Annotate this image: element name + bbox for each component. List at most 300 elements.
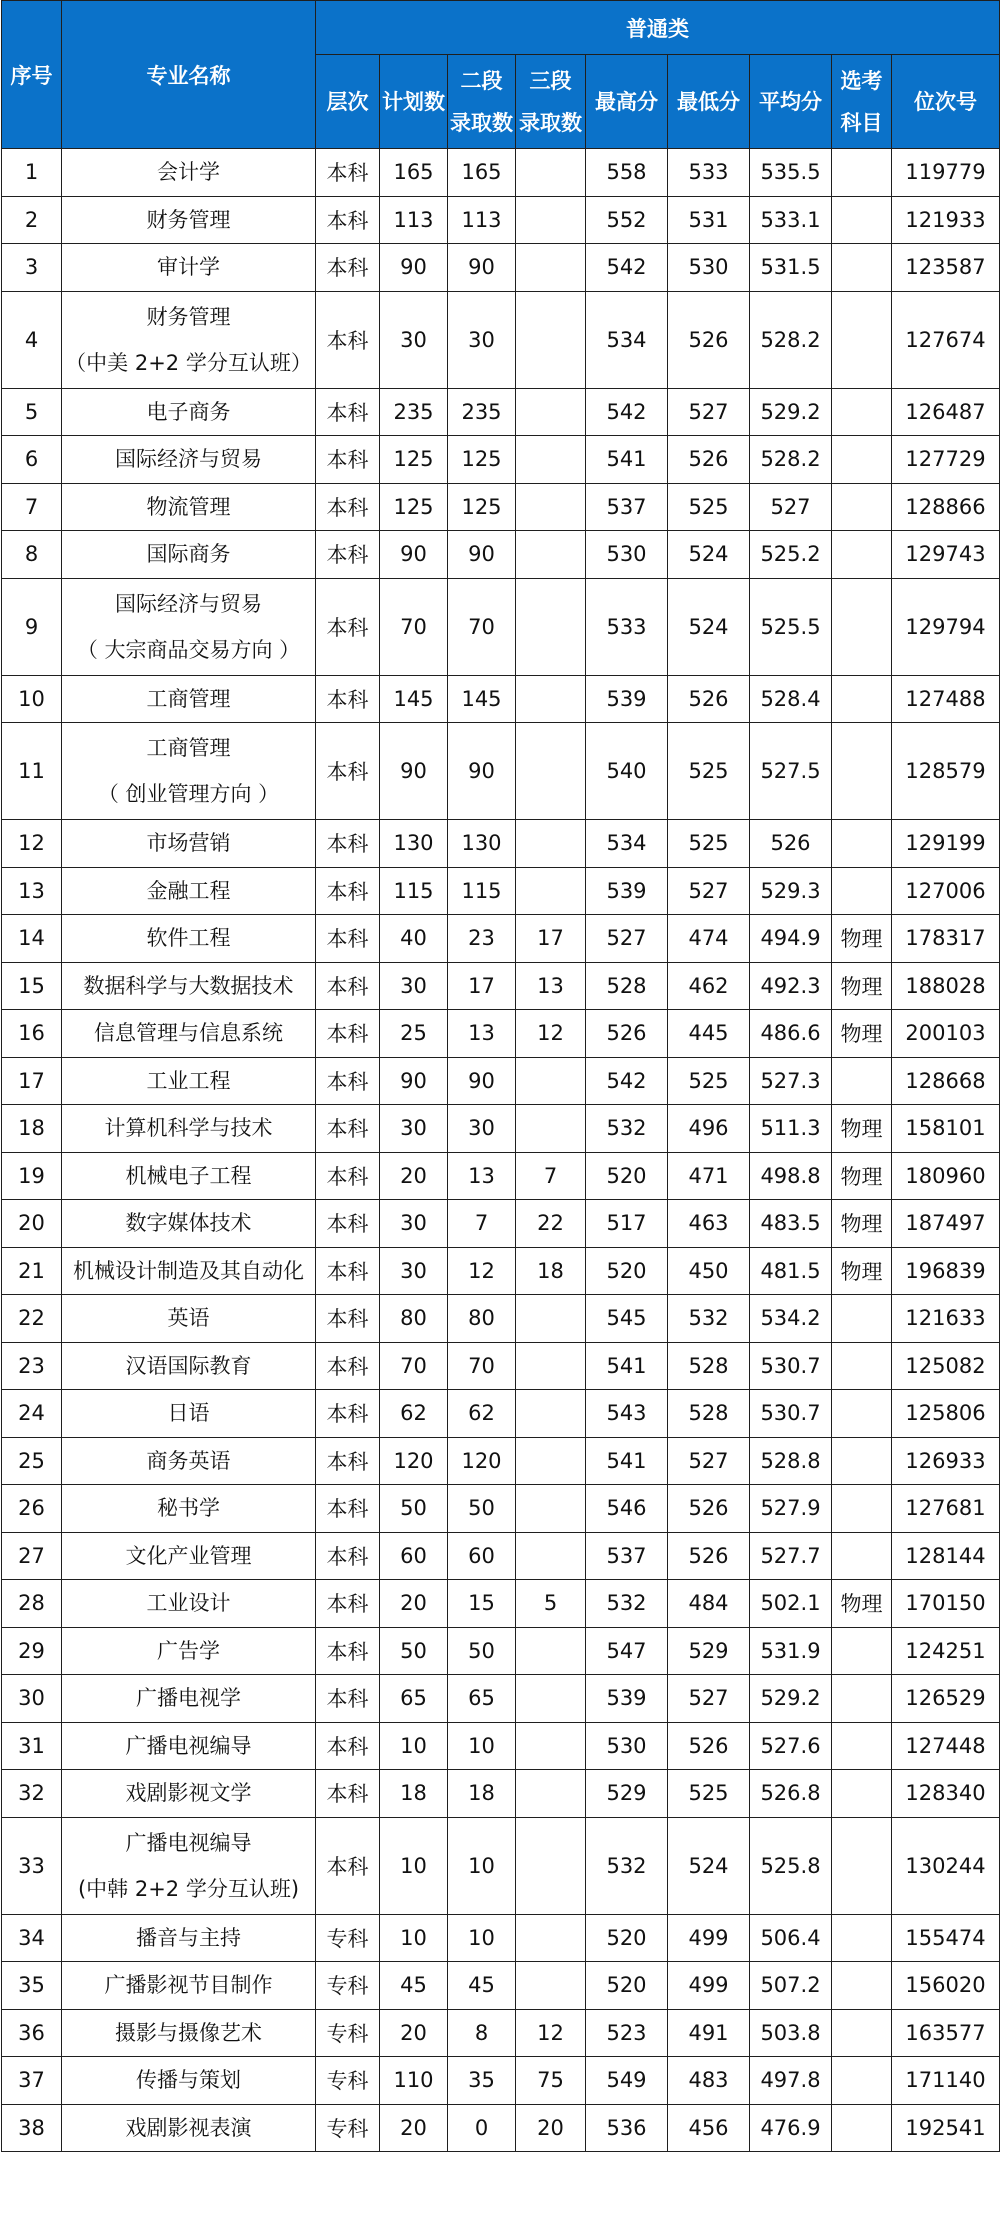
avg-score-cell: 525.8 <box>750 1817 832 1914</box>
plan-count-cell: 90 <box>380 531 448 579</box>
level-cell: 本科 <box>316 1390 380 1438</box>
seq-cell: 28 <box>2 1580 62 1628</box>
rank-cell: 127488 <box>892 675 1000 723</box>
elective-subject-cell <box>832 1675 892 1723</box>
level-cell: 本科 <box>316 723 380 820</box>
level-cell: 本科 <box>316 1817 380 1914</box>
min-score-cell: 527 <box>668 388 750 436</box>
rank-cell: 158101 <box>892 1105 1000 1153</box>
max-score-cell: 530 <box>586 1722 668 1770</box>
elective-subject-cell: 物理 <box>832 962 892 1010</box>
max-score-cell: 527 <box>586 915 668 963</box>
seq-cell: 8 <box>2 531 62 579</box>
stage2-admitted-cell: 90 <box>448 531 516 579</box>
seq-cell: 33 <box>2 1817 62 1914</box>
max-score-cell: 526 <box>586 1010 668 1058</box>
plan-count-cell: 30 <box>380 1105 448 1153</box>
seq-cell: 16 <box>2 1010 62 1058</box>
major-name-cell <box>62 1010 316 1058</box>
stage2-admitted-cell: 23 <box>448 915 516 963</box>
rank-cell: 196839 <box>892 1247 1000 1295</box>
rank-cell: 129743 <box>892 531 1000 579</box>
stage2-admitted-cell: 30 <box>448 1105 516 1153</box>
level-cell: 本科 <box>316 1295 380 1343</box>
max-score-cell: 520 <box>586 1247 668 1295</box>
table-row <box>2 2009 1000 2057</box>
table-row <box>2 1247 1000 1295</box>
major-name-line: （中美 2+2 学分互认班） <box>65 350 312 375</box>
table-row <box>2 2104 1000 2152</box>
major-name-line: 广播电视学 <box>136 1686 241 1711</box>
major-name-line: 国际经济与贸易 <box>115 591 262 616</box>
plan-count-cell: 30 <box>380 1200 448 1248</box>
plan-count-cell: 62 <box>380 1390 448 1438</box>
level-cell: 本科 <box>316 1200 380 1248</box>
header-group: 普通类 <box>316 1 1000 55</box>
plan-count-cell: 10 <box>380 1722 448 1770</box>
seq-cell: 2 <box>2 196 62 244</box>
seq-cell: 22 <box>2 1295 62 1343</box>
stage2-admitted-cell: 50 <box>448 1485 516 1533</box>
max-score-cell: 543 <box>586 1390 668 1438</box>
level-cell: 本科 <box>316 1532 380 1580</box>
plan-count-cell: 30 <box>380 1247 448 1295</box>
major-name-line: 广告学 <box>157 1638 220 1663</box>
stage3-admitted-cell: 5 <box>516 1580 586 1628</box>
major-name-cell <box>62 2104 316 2152</box>
avg-score-cell: 526.8 <box>750 1770 832 1818</box>
major-name-line: 数据科学与大数据技术 <box>83 973 294 998</box>
stage2-admitted-cell: 62 <box>448 1390 516 1438</box>
seq-cell: 5 <box>2 388 62 436</box>
rank-cell: 188028 <box>892 962 1000 1010</box>
stage3-admitted-cell: 22 <box>516 1200 586 1248</box>
major-name-line: 传播与策划 <box>136 2068 241 2093</box>
max-score-cell: 541 <box>586 436 668 484</box>
max-score-cell: 542 <box>586 1057 668 1105</box>
stage3-admitted-cell <box>516 149 586 197</box>
rank-cell: 180960 <box>892 1152 1000 1200</box>
min-score-cell: 499 <box>668 1962 750 2010</box>
avg-score-cell: 535.5 <box>750 149 832 197</box>
table-row <box>2 1532 1000 1580</box>
avg-score-cell: 481.5 <box>750 1247 832 1295</box>
elective-subject-cell <box>832 149 892 197</box>
elective-subject-cell <box>832 578 892 675</box>
seq-cell: 25 <box>2 1437 62 1485</box>
rank-cell: 128340 <box>892 1770 1000 1818</box>
stage3-admitted-cell <box>516 196 586 244</box>
major-name-line: 国际商务 <box>146 542 231 567</box>
major-name-line: 秘书学 <box>157 1496 220 1521</box>
level-cell: 本科 <box>316 436 380 484</box>
stage2-admitted-cell: 13 <box>448 1152 516 1200</box>
plan-count-cell: 90 <box>380 1057 448 1105</box>
elective-subject-cell <box>832 820 892 868</box>
plan-count-cell: 30 <box>380 962 448 1010</box>
major-name-cell <box>62 1722 316 1770</box>
rank-cell: 126487 <box>892 388 1000 436</box>
table-row <box>2 1675 1000 1723</box>
header-plan: 计划数 <box>380 55 448 149</box>
header-rank: 位次号 <box>892 55 1000 149</box>
min-score-cell: 524 <box>668 531 750 579</box>
table-row <box>2 436 1000 484</box>
min-score-cell: 532 <box>668 1295 750 1343</box>
stage3-admitted-cell <box>516 1675 586 1723</box>
seq-cell: 10 <box>2 675 62 723</box>
seq-cell: 4 <box>2 291 62 388</box>
elective-subject-cell <box>832 291 892 388</box>
elective-subject-cell: 物理 <box>832 1247 892 1295</box>
major-name-cell <box>62 388 316 436</box>
level-cell: 本科 <box>316 1675 380 1723</box>
table-row <box>2 1342 1000 1390</box>
stage3-admitted-cell <box>516 723 586 820</box>
avg-score-cell: 497.8 <box>750 2057 832 2105</box>
max-score-cell: 533 <box>586 578 668 675</box>
rank-cell: 126933 <box>892 1437 1000 1485</box>
rank-cell: 178317 <box>892 915 1000 963</box>
table-row <box>2 820 1000 868</box>
max-score-cell: 530 <box>586 531 668 579</box>
avg-score-cell: 527.3 <box>750 1057 832 1105</box>
elective-subject-cell: 物理 <box>832 1010 892 1058</box>
stage3-admitted-cell <box>516 1817 586 1914</box>
table-row <box>2 962 1000 1010</box>
major-name-cell <box>62 578 316 675</box>
plan-count-cell: 65 <box>380 1675 448 1723</box>
major-name-line: 摄影与摄像艺术 <box>115 2020 262 2045</box>
rank-cell: 124251 <box>892 1627 1000 1675</box>
stage2-admitted-cell: 113 <box>448 196 516 244</box>
seq-cell: 35 <box>2 1962 62 2010</box>
stage3-admitted-cell <box>516 1342 586 1390</box>
min-score-cell: 526 <box>668 1485 750 1533</box>
major-name-cell <box>62 483 316 531</box>
min-score-cell: 499 <box>668 1914 750 1962</box>
plan-count-cell: 25 <box>380 1010 448 1058</box>
plan-count-cell: 40 <box>380 915 448 963</box>
stage2-admitted-cell: 8 <box>448 2009 516 2057</box>
stage3-admitted-cell <box>516 1295 586 1343</box>
stage2-admitted-cell: 18 <box>448 1770 516 1818</box>
major-name-cell <box>62 1770 316 1818</box>
stage2-admitted-cell: 30 <box>448 291 516 388</box>
seq-cell: 21 <box>2 1247 62 1295</box>
seq-cell: 18 <box>2 1105 62 1153</box>
plan-count-cell: 130 <box>380 820 448 868</box>
seq-cell: 36 <box>2 2009 62 2057</box>
level-cell: 专科 <box>316 1962 380 2010</box>
avg-score-cell: 528.2 <box>750 436 832 484</box>
min-score-cell: 450 <box>668 1247 750 1295</box>
rank-cell: 125806 <box>892 1390 1000 1438</box>
avg-score-cell: 506.4 <box>750 1914 832 1962</box>
avg-score-cell: 527 <box>750 483 832 531</box>
rank-cell: 127674 <box>892 291 1000 388</box>
plan-count-cell: 10 <box>380 1817 448 1914</box>
min-score-cell: 526 <box>668 1532 750 1580</box>
rank-cell: 126529 <box>892 1675 1000 1723</box>
seq-cell: 1 <box>2 149 62 197</box>
max-score-cell: 529 <box>586 1770 668 1818</box>
rank-cell: 127448 <box>892 1722 1000 1770</box>
elective-subject-cell <box>832 1485 892 1533</box>
elective-subject-cell <box>832 1057 892 1105</box>
major-name-line: 日语 <box>167 1401 210 1426</box>
header-level: 层次 <box>316 55 380 149</box>
major-name-line: 国际经济与贸易 <box>115 447 262 472</box>
table-header <box>2 1 1000 149</box>
rank-cell: 170150 <box>892 1580 1000 1628</box>
major-name-line: 财务管理 <box>146 304 231 329</box>
min-score-cell: 528 <box>668 1342 750 1390</box>
avg-score-cell: 494.9 <box>750 915 832 963</box>
stage3-admitted-cell <box>516 1770 586 1818</box>
min-score-cell: 531 <box>668 196 750 244</box>
level-cell: 本科 <box>316 1627 380 1675</box>
min-score-cell: 462 <box>668 962 750 1010</box>
level-cell: 本科 <box>316 1105 380 1153</box>
seq-cell: 30 <box>2 1675 62 1723</box>
major-name-cell <box>62 915 316 963</box>
rank-cell: 127006 <box>892 867 1000 915</box>
major-name-cell <box>62 1342 316 1390</box>
min-score-cell: 526 <box>668 1722 750 1770</box>
min-score-cell: 496 <box>668 1105 750 1153</box>
stage3-admitted-cell <box>516 675 586 723</box>
elective-subject-cell <box>832 388 892 436</box>
stage3-admitted-cell <box>516 1962 586 2010</box>
avg-score-cell: 531.5 <box>750 244 832 292</box>
avg-score-cell: 531.9 <box>750 1627 832 1675</box>
major-name-line: 计算机科学与技术 <box>104 1116 273 1141</box>
min-score-cell: 527 <box>668 1675 750 1723</box>
major-name-cell <box>62 1057 316 1105</box>
rank-cell: 127729 <box>892 436 1000 484</box>
stage3-admitted-cell <box>516 1057 586 1105</box>
major-name-cell <box>62 1485 316 1533</box>
stage3-admitted-cell: 20 <box>516 2104 586 2152</box>
stage3-admitted-cell: 12 <box>516 2009 586 2057</box>
max-score-cell: 523 <box>586 2009 668 2057</box>
rank-cell: 156020 <box>892 1962 1000 2010</box>
level-cell: 本科 <box>316 196 380 244</box>
avg-score-cell: 528.4 <box>750 675 832 723</box>
major-name-line: 机械设计制造及其自动化 <box>73 1258 304 1283</box>
avg-score-cell: 529.3 <box>750 867 832 915</box>
plan-count-cell: 90 <box>380 244 448 292</box>
rank-cell: 171140 <box>892 2057 1000 2105</box>
max-score-cell: 552 <box>586 196 668 244</box>
rank-cell: 129199 <box>892 820 1000 868</box>
plan-count-cell: 125 <box>380 483 448 531</box>
major-name-cell <box>62 867 316 915</box>
stage3-admitted-cell: 17 <box>516 915 586 963</box>
major-name-cell <box>62 1152 316 1200</box>
table-row <box>2 1817 1000 1914</box>
elective-subject-cell: 物理 <box>832 1152 892 1200</box>
level-cell: 本科 <box>316 578 380 675</box>
stage2-admitted-cell: 235 <box>448 388 516 436</box>
max-score-cell: 539 <box>586 867 668 915</box>
min-score-cell: 445 <box>668 1010 750 1058</box>
stage3-admitted-cell: 12 <box>516 1010 586 1058</box>
major-name-cell <box>62 1295 316 1343</box>
major-name-cell <box>62 1817 316 1914</box>
table-row <box>2 388 1000 436</box>
level-cell: 本科 <box>316 1342 380 1390</box>
plan-count-cell: 165 <box>380 149 448 197</box>
table-row <box>2 867 1000 915</box>
stage2-admitted-cell: 70 <box>448 1342 516 1390</box>
plan-count-cell: 20 <box>380 2104 448 2152</box>
header-subject-line1: 选考 <box>840 68 883 93</box>
table-row <box>2 1105 1000 1153</box>
elective-subject-cell <box>832 1532 892 1580</box>
major-name-cell <box>62 1627 316 1675</box>
min-score-cell: 526 <box>668 291 750 388</box>
plan-count-cell: 110 <box>380 2057 448 2105</box>
stage3-admitted-cell: 13 <box>516 962 586 1010</box>
max-score-cell: 558 <box>586 149 668 197</box>
table-row <box>2 1914 1000 1962</box>
rank-cell: 128579 <box>892 723 1000 820</box>
max-score-cell: 528 <box>586 962 668 1010</box>
seq-cell: 17 <box>2 1057 62 1105</box>
min-score-cell: 525 <box>668 1057 750 1105</box>
stage2-admitted-cell: 125 <box>448 483 516 531</box>
major-name-cell <box>62 1247 316 1295</box>
rank-cell: 163577 <box>892 2009 1000 2057</box>
stage3-admitted-cell <box>516 531 586 579</box>
major-name-cell <box>62 1390 316 1438</box>
rank-cell: 121933 <box>892 196 1000 244</box>
plan-count-cell: 60 <box>380 1532 448 1580</box>
level-cell: 本科 <box>316 244 380 292</box>
max-score-cell: 549 <box>586 2057 668 2105</box>
plan-count-cell: 20 <box>380 1152 448 1200</box>
stage2-admitted-cell: 70 <box>448 578 516 675</box>
admission-score-table <box>1 0 1000 2152</box>
header-avg: 平均分 <box>750 55 832 149</box>
major-name-line: 软件工程 <box>146 926 231 951</box>
seq-cell: 29 <box>2 1627 62 1675</box>
level-cell: 本科 <box>316 1485 380 1533</box>
rank-cell: 200103 <box>892 1010 1000 1058</box>
avg-score-cell: 486.6 <box>750 1010 832 1058</box>
max-score-cell: 540 <box>586 723 668 820</box>
min-score-cell: 483 <box>668 2057 750 2105</box>
header-stage3-line2: 录取数 <box>519 110 582 135</box>
elective-subject-cell <box>832 1722 892 1770</box>
rank-cell: 119779 <box>892 149 1000 197</box>
major-name-cell <box>62 1200 316 1248</box>
avg-score-cell: 529.2 <box>750 388 832 436</box>
level-cell: 本科 <box>316 1437 380 1485</box>
max-score-cell: 537 <box>586 1532 668 1580</box>
seq-cell: 24 <box>2 1390 62 1438</box>
elective-subject-cell <box>832 1627 892 1675</box>
level-cell: 本科 <box>316 915 380 963</box>
stage3-admitted-cell <box>516 1485 586 1533</box>
level-cell: 本科 <box>316 1010 380 1058</box>
seq-cell: 37 <box>2 2057 62 2105</box>
elective-subject-cell <box>832 1914 892 1962</box>
major-name-cell <box>62 291 316 388</box>
level-cell: 本科 <box>316 1722 380 1770</box>
rank-cell: 123587 <box>892 244 1000 292</box>
table-row <box>2 1627 1000 1675</box>
header-stage2-line1: 二段 <box>460 68 503 93</box>
major-name-cell <box>62 149 316 197</box>
major-name-line: 电子商务 <box>146 399 231 424</box>
min-score-cell: 463 <box>668 1200 750 1248</box>
min-score-cell: 533 <box>668 149 750 197</box>
plan-count-cell: 50 <box>380 1627 448 1675</box>
elective-subject-cell <box>832 483 892 531</box>
max-score-cell: 545 <box>586 1295 668 1343</box>
elective-subject-cell <box>832 2104 892 2152</box>
major-name-line: (中韩 2+2 学分互认班) <box>77 1876 300 1901</box>
level-cell: 本科 <box>316 675 380 723</box>
stage2-admitted-cell: 90 <box>448 723 516 820</box>
level-cell: 专科 <box>316 2009 380 2057</box>
level-cell: 本科 <box>316 388 380 436</box>
level-cell: 专科 <box>316 2104 380 2152</box>
min-score-cell: 526 <box>668 675 750 723</box>
elective-subject-cell <box>832 675 892 723</box>
major-name-cell <box>62 1914 316 1962</box>
major-name-line: 广播电视编导 <box>125 1733 252 1758</box>
plan-count-cell: 20 <box>380 2009 448 2057</box>
max-score-cell: 517 <box>586 1200 668 1248</box>
header-stage2 <box>448 55 516 149</box>
stage3-admitted-cell <box>516 820 586 868</box>
major-name-line: 戏剧影视文学 <box>125 1781 252 1806</box>
stage2-admitted-cell: 7 <box>448 1200 516 1248</box>
major-name-cell <box>62 1532 316 1580</box>
avg-score-cell: 527.6 <box>750 1722 832 1770</box>
max-score-cell: 520 <box>586 1152 668 1200</box>
plan-count-cell: 145 <box>380 675 448 723</box>
stage3-admitted-cell: 18 <box>516 1247 586 1295</box>
rank-cell: 128866 <box>892 483 1000 531</box>
elective-subject-cell <box>832 244 892 292</box>
major-name-line: 广播影视节目制作 <box>104 1973 273 1998</box>
stage3-admitted-cell: 7 <box>516 1152 586 1200</box>
min-score-cell: 471 <box>668 1152 750 1200</box>
rank-cell: 187497 <box>892 1200 1000 1248</box>
stage3-admitted-cell <box>516 1437 586 1485</box>
level-cell: 专科 <box>316 1914 380 1962</box>
seq-cell: 26 <box>2 1485 62 1533</box>
stage2-admitted-cell: 13 <box>448 1010 516 1058</box>
plan-count-cell: 70 <box>380 578 448 675</box>
level-cell: 本科 <box>316 962 380 1010</box>
level-cell: 本科 <box>316 867 380 915</box>
max-score-cell: 534 <box>586 291 668 388</box>
plan-count-cell: 45 <box>380 1962 448 2010</box>
stage3-admitted-cell <box>516 436 586 484</box>
rank-cell: 130244 <box>892 1817 1000 1914</box>
avg-score-cell: 530.7 <box>750 1390 832 1438</box>
seq-cell: 13 <box>2 867 62 915</box>
min-score-cell: 524 <box>668 1817 750 1914</box>
plan-count-cell: 235 <box>380 388 448 436</box>
table-row <box>2 149 1000 197</box>
